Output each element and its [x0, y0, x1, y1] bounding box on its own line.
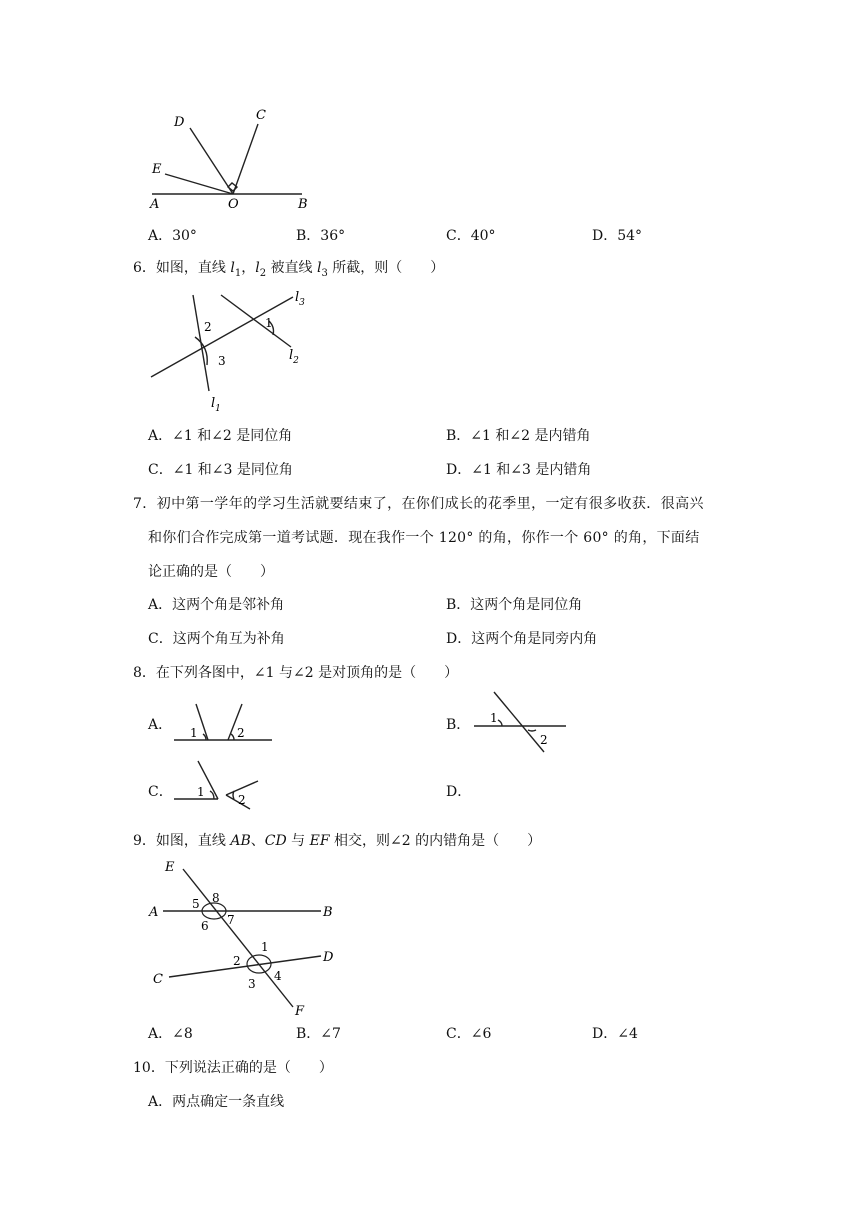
- q5-ray-oe: [165, 174, 233, 194]
- q5-label-d: D: [174, 115, 185, 130]
- q8-option-a-letter[interactable]: A．: [148, 717, 173, 733]
- q9-label-c: C: [153, 972, 163, 987]
- q8-c-label-2: 2: [238, 793, 246, 807]
- q5-label-c: C: [256, 108, 266, 123]
- q7-stem-line-1: 7．初中第一学年的学习生活就要结束了，在你们成长的花季里，一定有很多收获．很高兴: [133, 496, 704, 512]
- q5-label-o: O: [228, 197, 239, 212]
- q8-figure-c: [170, 757, 265, 812]
- q9-line-cd: [169, 956, 321, 977]
- q9-label-f: F: [295, 1004, 305, 1019]
- q6-option-c[interactable]: C．∠1 和∠3 是同位角: [148, 462, 293, 478]
- q8-figure-b: [470, 690, 570, 755]
- q6-label-1: 1: [265, 316, 273, 330]
- q5-figure: [140, 100, 320, 215]
- q9-option-d[interactable]: D．∠4: [592, 1026, 638, 1042]
- q5-ray-oc: [233, 124, 258, 194]
- q7-option-d[interactable]: D．这两个角是同旁内角: [446, 631, 598, 647]
- q8-b-label-1: 1: [490, 711, 498, 725]
- q6-label-l2: $l_2$: [289, 348, 299, 366]
- q10-option-a[interactable]: A．两点确定一条直线: [148, 1094, 285, 1110]
- q8-option-b-letter[interactable]: B．: [446, 717, 471, 733]
- q9-label-6: 6: [201, 919, 209, 933]
- q7-option-c[interactable]: C．这两个角互为补角: [148, 631, 285, 647]
- q5-ray-od: [190, 128, 233, 194]
- q6-option-d[interactable]: D．∠1 和∠3 是内错角: [446, 462, 592, 478]
- q9-label-b: B: [323, 905, 333, 920]
- q5-label-b: B: [298, 197, 308, 212]
- q9-stem: 9．如图，直线 AB、CD 与 EF 相交，则∠2 的内错角是（ ）: [133, 833, 542, 849]
- q9-label-4: 4: [274, 969, 282, 983]
- q9-label-d: D: [323, 950, 334, 965]
- q6-option-a[interactable]: A．∠1 和∠2 是同位角: [148, 428, 293, 444]
- q9-label-e: E: [165, 860, 175, 875]
- q5-label-a: A: [150, 197, 160, 212]
- q6-line-l2: [221, 295, 291, 347]
- q10-stem: 10．下列说法正确的是（ ）: [133, 1060, 333, 1076]
- q6-figure: [145, 285, 320, 420]
- q6-stem: 6．如图，直线 $l_1$，$l_2$ 被直线 $l_3$ 所截，则（ ）: [133, 260, 445, 279]
- q5-option-c[interactable]: C．40°: [446, 228, 496, 244]
- q6-label-l1: $l_1$: [211, 396, 221, 414]
- q5-label-e: E: [152, 162, 162, 177]
- q8-stem: 8．在下列各图中，∠1 与∠2 是对顶角的是（ ）: [133, 665, 459, 681]
- q9-option-a[interactable]: A．∠8: [148, 1026, 193, 1042]
- q9-label-3: 3: [248, 977, 256, 991]
- q7-stem-line-2: 和你们合作完成第一道考试题．现在我作一个 120° 的角，你作一个 60° 的角，下面结: [148, 530, 700, 546]
- q8-figure-a: [170, 700, 275, 745]
- q9-label-1: 1: [261, 940, 269, 954]
- q8-c-label-1: 1: [197, 785, 205, 799]
- q5-option-b[interactable]: B．36°: [296, 228, 346, 244]
- q6-label-3: 3: [218, 354, 226, 368]
- q8-option-c-letter[interactable]: C．: [148, 784, 173, 800]
- q8-a-label-1: 1: [190, 726, 198, 740]
- q9-option-b[interactable]: B．∠7: [296, 1026, 341, 1042]
- q8-a-label-2: 2: [237, 726, 245, 740]
- q9-label-2: 2: [233, 954, 241, 968]
- q6-label-l3: $l_3$: [295, 290, 305, 308]
- q8-b-label-2: 2: [540, 733, 548, 747]
- q9-option-c[interactable]: C．∠6: [446, 1026, 492, 1042]
- q9-label-7: 7: [227, 913, 235, 927]
- q5-option-a[interactable]: A．30°: [148, 228, 197, 244]
- q6-label-2: 2: [204, 320, 212, 334]
- q7-stem-line-3: 论正确的是（ ）: [148, 564, 274, 580]
- q6-option-b[interactable]: B．∠1 和∠2 是内错角: [446, 428, 591, 444]
- q9-label-5: 5: [192, 897, 200, 911]
- q5-option-d[interactable]: D．54°: [592, 228, 643, 244]
- q7-option-b[interactable]: B．这两个角是同位角: [446, 597, 583, 613]
- q9-line-ef: [183, 869, 293, 1007]
- q7-option-a[interactable]: A．这两个角是邻补角: [148, 597, 285, 613]
- q8-option-d-letter[interactable]: D．: [446, 784, 472, 800]
- q9-label-a: A: [149, 905, 159, 920]
- q9-label-8: 8: [212, 891, 220, 905]
- q9-figure: [145, 855, 345, 1020]
